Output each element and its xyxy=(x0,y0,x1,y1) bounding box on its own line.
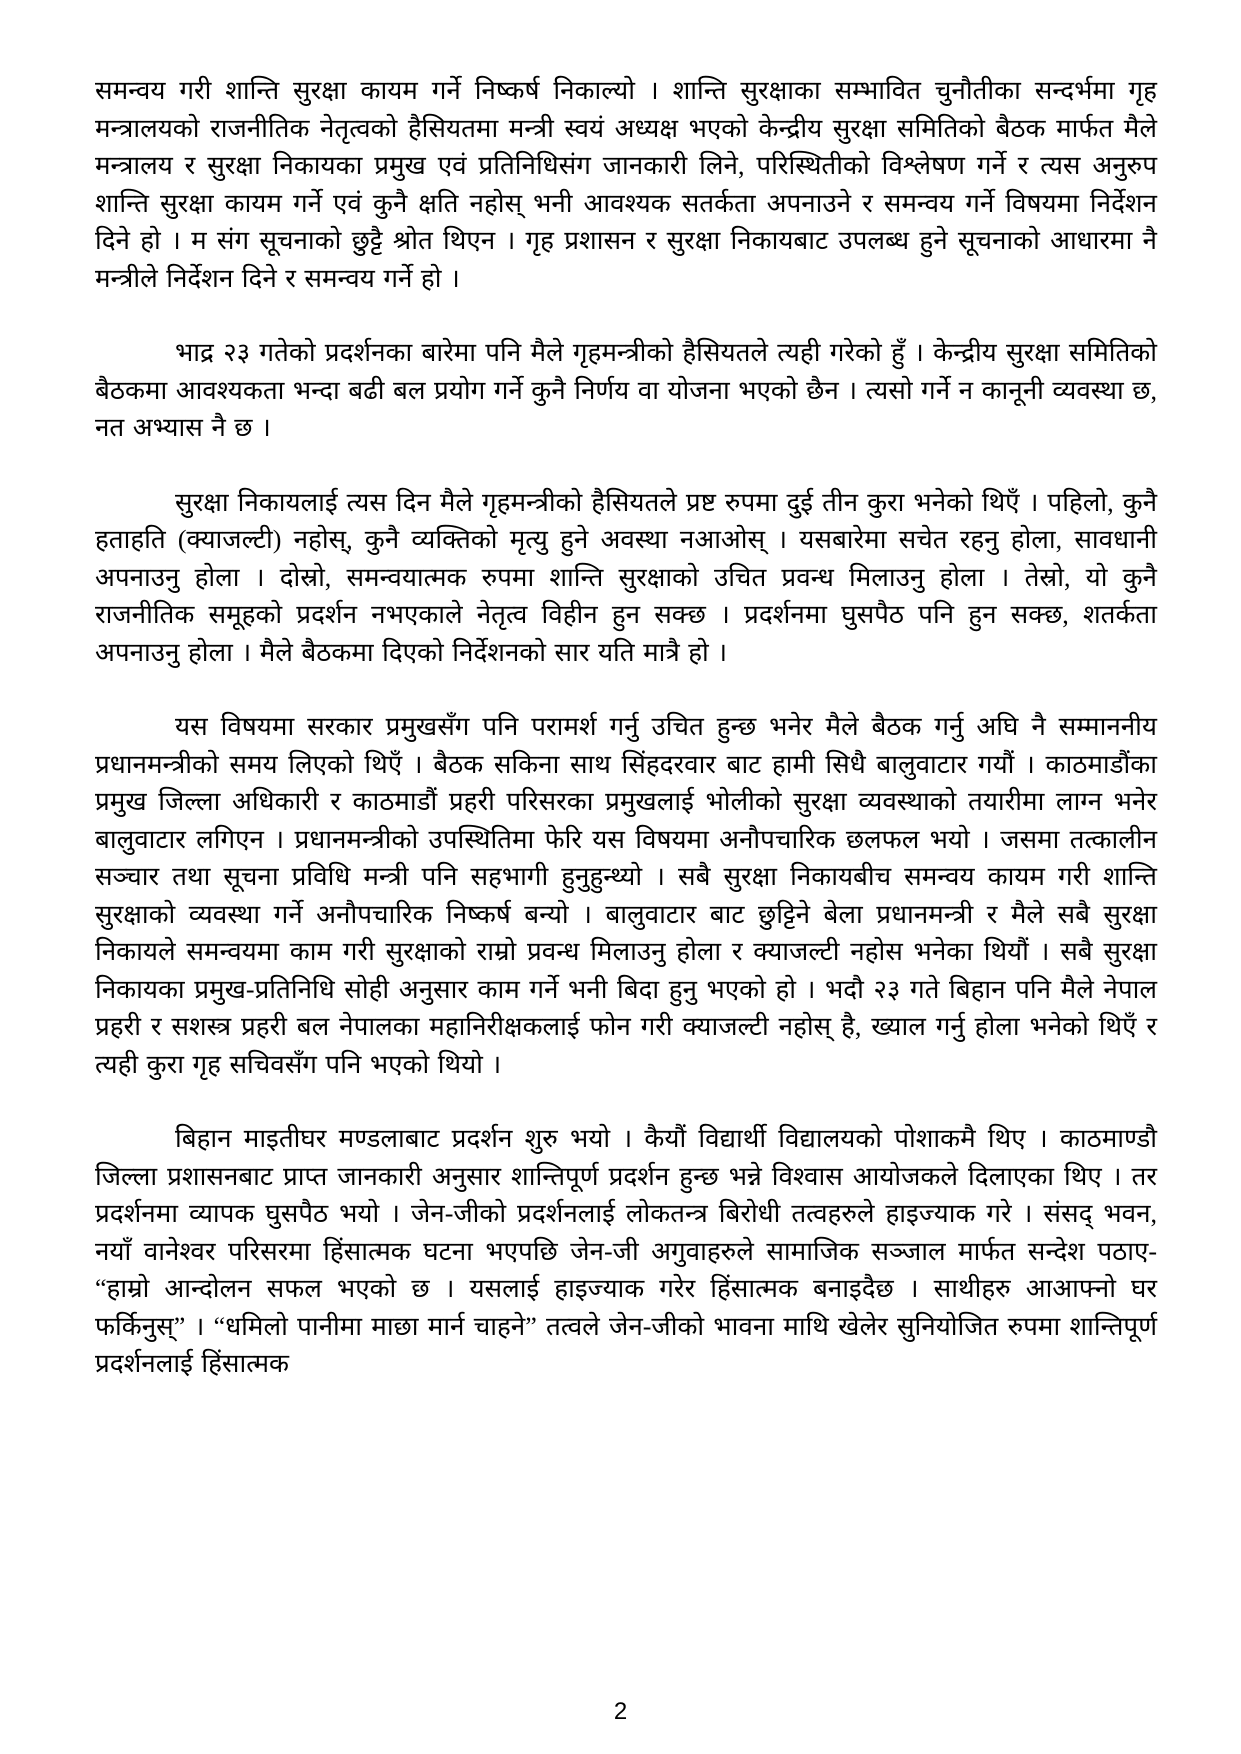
paragraph-3: सुरक्षा निकायलाई त्यस दिन मैले गृहमन्त्रीको हैसियतले प्रष्ट रुपमा दुई तीन कुरा भनेको थिएँ । पहिलो, कुनै हताहति (क्याजल्टी) नहोस्, कुनै व्यक्तिको मृत्यु हुने अवस्था नआओस् । यसबारेमा सचेत रहनु होला, सावधानी अपनाउनु होला । दोस्रो, समन्वयात्मक रुपमा शान्ति सुरक्षाको उचित प्रवन्ध मिलाउनु होला । तेस्रो, यो कुनै राजनीतिक समूहको प्रदर्शन नभएकाले नेतृत्व विहीन हुन सक्छ । प्रदर्शनमा घुसपैठ पनि हुन सक्छ, शतर्कता अपनाउनु होला । मैले बैठकमा दिएको निर्देशनको सार यति मात्रै हो । xyxy=(95,487,1157,667)
page-number: 2 xyxy=(613,1698,628,1725)
document-body xyxy=(95,72,1157,1383)
paragraph-5: बिहान माइतीघर मण्डलाबाट प्रदर्शन शुरु भयो । कैयौं विद्यार्थी विद्यालयको पोशाकमै थिए । काठमाण्डौ जिल्ला प्रशासनबाट प्राप्त जानकारी अनुसार शान्तिपूर्ण प्रदर्शन हुन्छ भन्ने विश्वास आयोजकले दिलाएका थिए । तर प्रदर्शनमा व्यापक घुसपैठ भयो । जेन-जीको प्रदर्शनलाई लोकतन्त्र बिरोधी तत्वहरुले हाइज्याक गरे । संसद् भवन, नयाँ वानेश्वर परिसरमा हिंसात्मक घटना भएपछि जेन-जी अगुवाहरुले सामाजिक सञ्जाल मार्फत सन्देश पठाए- “हाम्रो आन्दोलन सफल भएको छ । यसलाई हाइज्याक गरेर हिंसात्मक बनाइदैछ । साथीहरु आआफ्नो घर फर्किनुस्” । “धमिलो पानीमा माछा मार्न चाहने” तत्वले जेन-जीको भावना माथि खेलेर सुनियोजित रुपमा शान्तिपूर्ण प्रदर्शनलाई हिंसात्मक xyxy=(95,1124,1157,1378)
page-footer xyxy=(0,1698,1241,1726)
paragraph-1: समन्वय गरी शान्ति सुरक्षा कायम गर्ने निष्कर्ष निकाल्यो । शान्ति सुरक्षाका सम्भावित चुनौतीका सन्दर्भमा गृह मन्त्रालयको राजनीतिक नेतृत्वको हैसियतमा मन्त्री स्वयं अध्यक्ष भएको केन्द्रीय सुरक्षा समितिको बैठक मार्फत मैले मन्त्रालय र सुरक्षा निकायका प्रमुख एवं प्रतिनिधिसंग जानकारी लिने, परिस्थितीको विश्लेषण गर्ने र त्यस अनुरुप शान्ति सुरक्षा कायम गर्ने एवं कुनै क्षति नहोस् भनी आवश्यक सतर्कता अपनाउने र समन्वय गर्ने विषयमा निर्देशन दिने हो । म संग सूचनाको छुट्टै श्रोत थिएन । गृह प्रशासन र सुरक्षा निकायबाट उपलब्ध हुने सूचनाको आधारमा नै मन्त्रीले निर्देशन दिने र समन्वय गर्ने हो । xyxy=(95,76,1157,293)
paragraph-4: यस विषयमा सरकार प्रमुखसँग पनि परामर्श गर्नु उचित हुन्छ भनेर मैले बैठक गर्नु अघि नै सम्माननीय प्रधानमन्त्रीको समय लिएको थिएँ । बैठक सकिना साथ सिंहदरवार बाट हामी सिधै बालुवाटार गयौं । काठमाडौंका प्रमुख जिल्ला अधिकारी र काठमाडौं प्रहरी परिसरका प्रमुखलाई भोलीको सुरक्षा व्यवस्थाको तयारीमा लाग्न भनेर बालुवाटार लगिएन । प्रधानमन्त्रीको उपस्थितिमा फेरि यस विषयमा अनौपचारिक छलफल भयो । जसमा तत्कालीन सञ्चार तथा सूचना प्रविधि मन्त्री पनि सहभागी हुनुहुन्थ्यो । सबै सुरक्षा निकायबीच समन्वय कायम गरी शान्ति सुरक्षाको व्यवस्था गर्ने अनौपचारिक निष्कर्ष बन्यो । बालुवाटार बाट छुट्टिने बेला प्रधानमन्त्री र मैले सबै सुरक्षा निकायले समन्वयमा काम गरी सुरक्षाको राम्रो प्रवन्ध मिलाउनु होला र क्याजल्टी नहोस भनेका थियौं । सबै सुरक्षा निकायका प्रमुख-प्रतिनिधि सोही अनुसार काम गर्ने भनी बिदा हुनु भएको हो । भदौ २३ गते बिहान पनि मैले नेपाल प्रहरी र सशस्त्र प्रहरी बल नेपालका महानिरीक्षकलाई फोन गरी क्याजल्टी नहोस् है, ख्याल गर्नु होला भनेको थिएँ र त्यही कुरा गृह सचिवसँग पनि भएको थियो । xyxy=(95,712,1157,1079)
paragraph-2: भाद्र २३ गतेको प्रदर्शनका बारेमा पनि मैले गृहमन्त्रीको हैसियतले त्यही गरेको हुँ । केन्द्रीय सुरक्षा समितिको बैठकमा आवश्यकता भन्दा बढी बल प्रयोग गर्ने कुनै निर्णय वा योजना भएको छैन । त्यसो गर्ने न कानूनी व्यवस्था छ, नत अभ्यास नै छ । xyxy=(95,338,1157,442)
